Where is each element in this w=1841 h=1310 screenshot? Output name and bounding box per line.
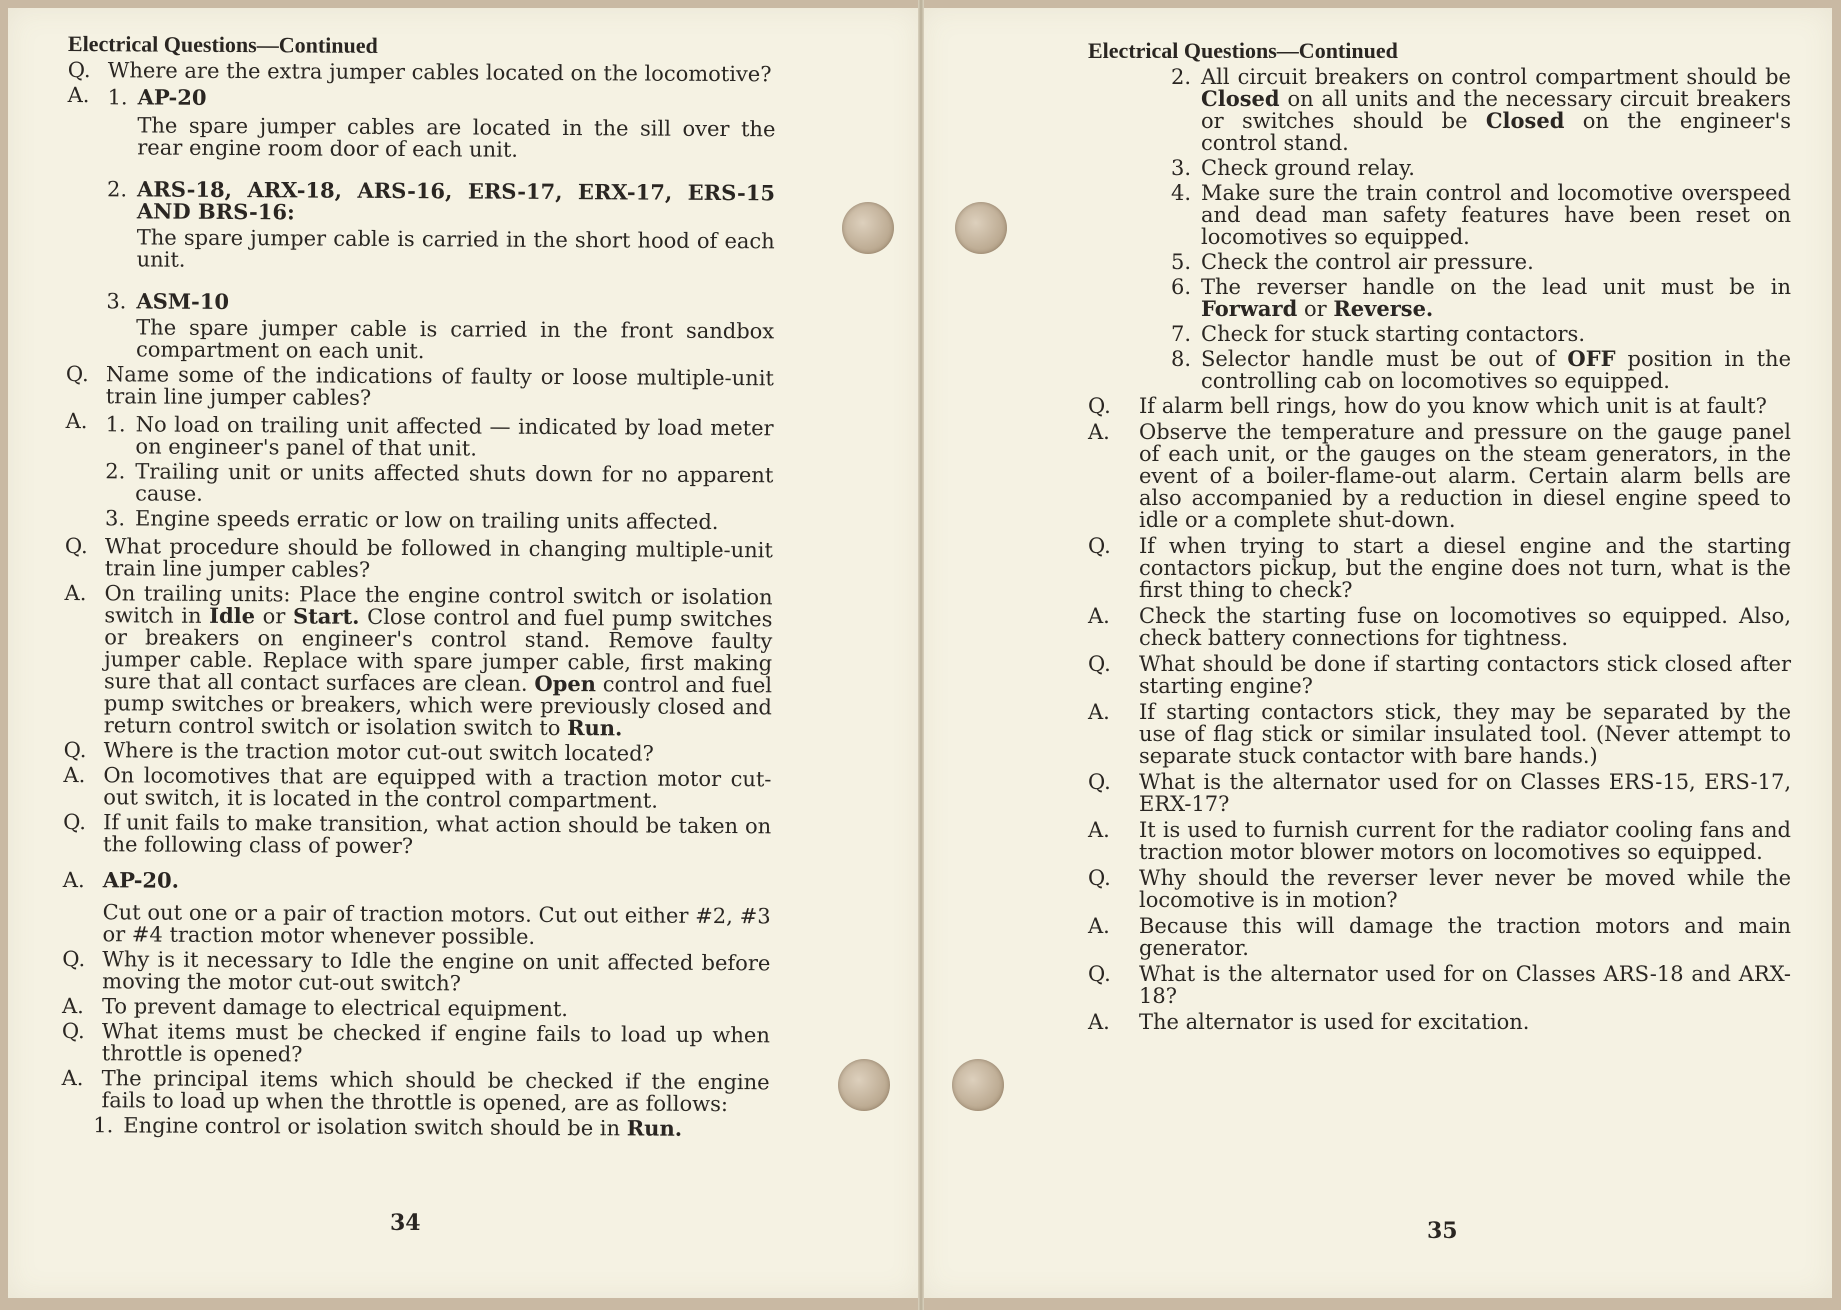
list-item: 2. All circuit breakers on control compartment should be Closed on all units and the necessary circuit breakers or switches should be Closed on the engineer's control stand. xyxy=(1171,65,1792,155)
answer-subsection-text: Cut out one or a pair of traction motors. Cut out either #2, #3 or #4 traction motor whenever possible. xyxy=(102,900,771,949)
qa-entry: A. Check the starting fuse on locomotives so equipped. Also, check battery connections for tightness. xyxy=(1088,604,1791,650)
qa-entry: Q. What should be done if starting contactors stick closed after starting engine? xyxy=(1088,652,1791,698)
qa-entry: A. The alternator is used for excitation. xyxy=(1088,1010,1530,1034)
question: Q. Where is the traction motor cut-out switch located? xyxy=(63,737,654,766)
list-item: 7. Check for stuck starting contactors. xyxy=(1171,322,1586,346)
answer: A. 1. AP-20 The spare jumper cables are located in the sill over the rear engine room door of each unit. 2. ARS-18, ARX-18, ARS-16, ERS-17, ERX-17, ERS-15 AND BRS-16: The spare jumper cable is carried in the short hood of each unit. 3. ASM-10 The spare jumper cable is carried in the front sandbox compartment on each unit. xyxy=(67,82,776,364)
qa-entry: A. It is used to furnish current for the radiator cooling fans and traction motor blower motors on locomotives so equipped. xyxy=(1088,818,1791,864)
list-item: 8. Selector handle must be out of OFF position in the controlling cab on locomotives so equipped. xyxy=(1171,346,1791,393)
list-item: 2. Trailing unit or units affected shuts down for no apparent cause. xyxy=(105,459,774,506)
qa-entry: Q. If alarm bell rings, how do you know which unit is at fault? xyxy=(1088,394,1767,418)
answer-subsection-text: The spare jumper cables are located in the sill over the rear engine room door of each unit. xyxy=(137,113,776,162)
list-item: 5. Check the control air pressure. xyxy=(1171,250,1534,274)
page-number-right: 35 xyxy=(1427,1218,1458,1244)
list-item: 1. No load on trailing unit affected — indicated by load meter on engineer's panel of that unit. xyxy=(105,412,774,461)
left-heading: Electrical Questions—Continued xyxy=(67,31,378,58)
left-page-text xyxy=(61,33,776,1146)
answer: A. The principal items which should be checked if the engine fails to load up when the throttle is opened, are as follows: 1. Engine control or isolation switch should be in Run. xyxy=(61,1065,770,1141)
answer-subsection-text: The spare jumper cable is carried in the short hood of each unit. xyxy=(136,225,775,272)
answer: A. To prevent damage to electrical equipment. xyxy=(61,993,569,1022)
qa-entry: Q. What is the alternator used for on Classes ARS-18 and ARX-18? xyxy=(1088,962,1791,1008)
qa-entry: A. If starting contactors stick, they may be separated by the use of flag stick or similar insulated tool. (Never attempt to separate stuck contactor with bare hands.) xyxy=(1088,700,1791,768)
list-item: 1. Engine control or isolation switch should be in Run. xyxy=(93,1113,683,1141)
checklist xyxy=(1171,66,1791,392)
right-page-text xyxy=(1088,40,1791,1037)
answer: A. On locomotives that are equipped with a traction motor cut-out switch, it is located in the control compartment. xyxy=(63,762,772,813)
list-item: 6. The reverser handle on the lead unit must be in Forward or Reverse. xyxy=(1171,275,1791,321)
punch-hole-left-top xyxy=(842,202,894,254)
page-number-left: 34 xyxy=(390,1210,421,1236)
question: Q. Name some of the indications of faulty or loose multiple-unit train line jumper cables? xyxy=(65,361,774,410)
list-item: 4. Make sure the train control and locomotive overspeed and dead man safety features have been reset on locomotives so equipped. xyxy=(1171,181,1791,249)
qa-entry: A. Because this will damage the traction motors and main generator. xyxy=(1088,914,1791,960)
qa-entry: Q. If when trying to start a diesel engine and the starting contactors pickup, but the engine does not turn, what is the first thing to check? xyxy=(1088,534,1791,602)
answer-subsection-text: The spare jumper cable is carried in the front sandbox compartment on each unit. xyxy=(135,315,775,364)
right-heading: Electrical Questions—Continued xyxy=(1088,38,1398,63)
qa-entry: A. Observe the temperature and pressure on the gauge panel of each unit, or the gauges on the steam generators, in the event of a boiler-flame-out alarm. Certain alarm bells are also accompanied by a reduction in diesel engine speed to idle or a complete shut-down. xyxy=(1088,420,1791,532)
answer-subsection: 3. ASM-10 xyxy=(106,288,230,314)
question: Q. What procedure should be followed in changing multiple-unit train line jumper cables? xyxy=(64,533,773,582)
answer-subsection: 2. ARS-18, ARX-18, ARS-16, ERS-17, ERX-17, ERS-15 AND BRS-16: xyxy=(106,176,776,225)
punch-hole-right-top xyxy=(955,202,1007,254)
question: Q. What items must be checked if engine fails to load up when throttle is opened? xyxy=(61,1018,770,1067)
punch-hole-left-bottom xyxy=(838,1059,890,1111)
question: Q. Why is it necessary to Idle the engine on unit affected before moving the motor cut-out switch? xyxy=(62,946,771,996)
book-gutter xyxy=(918,0,924,1310)
answer: A. On trailing units: Place the engine control switch or isolation switch in Idle or Start. Close control and fuel pump switches or breakers on engineer's control stand. Remove faulty jumper cable. Replace with spare jumper cable, first making sure that all contact surfaces are clean. Open control and fuel pump switches or breakers, which were previously closed and return control switch or isolation switch to Run. xyxy=(64,580,773,741)
answer-subsection-title: AP-20. xyxy=(102,867,180,893)
qa-entry: Q. What is the alternator used for on Classes ERS-15, ERS-17, ERX-17? xyxy=(1088,770,1791,816)
question: Q. Where are the extra jumper cables located on the locomotive? xyxy=(67,57,772,87)
list-item: 3. Engine speeds erratic or low on trailing units affected. xyxy=(104,506,719,534)
answer-subsection: 1. AP-20 xyxy=(107,84,207,110)
punch-hole-right-bottom xyxy=(952,1059,1004,1111)
answer: A. AP-20. Cut out one or a pair of traction motors. Cut out either #2, #3 or #4 traction motor whenever possible. xyxy=(62,867,771,949)
qa-entry: Q. Why should the reverser lever never be moved while the locomotive is in motion? xyxy=(1088,866,1791,912)
question: Q. If unit fails to make transition, what action should be taken on the following class of power? xyxy=(63,809,772,859)
answer: A. 1. No load on trailing unit affected — indicated by load meter on engineer's panel of that unit. 2. Trailing unit or units affected shuts down for no apparent cause. 3. Engine speeds erratic or low on trailing units affected. xyxy=(65,408,774,534)
list-item: 3. Check ground relay. xyxy=(1171,156,1415,180)
